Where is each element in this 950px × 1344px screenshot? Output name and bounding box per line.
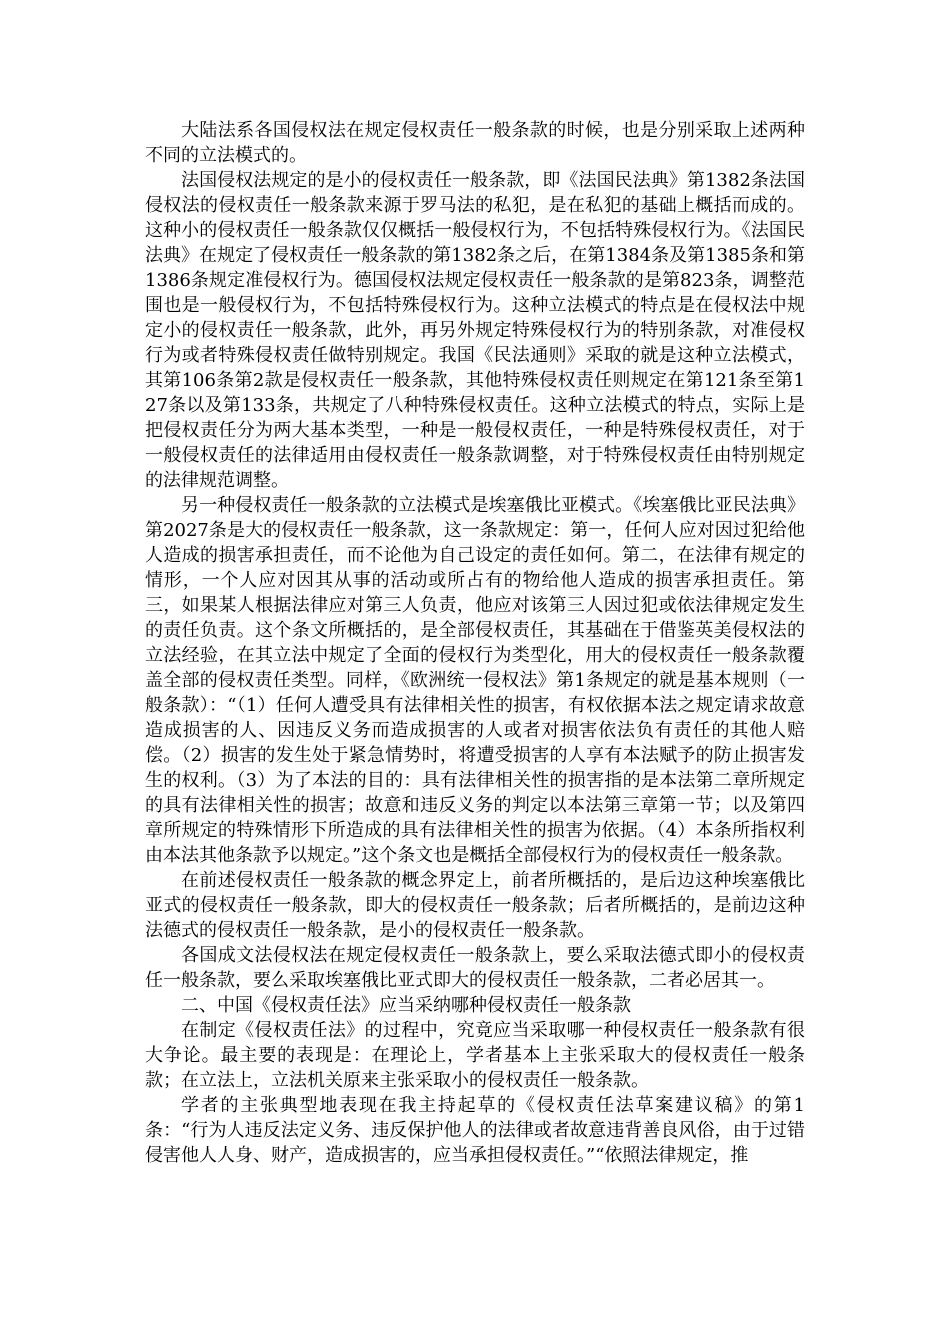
paragraph-1: 大陆法系各国侵权法在规定侵权责任一般条款的时候，也是分别采取上述两种不同的立法模式的。 — [145, 120, 805, 166]
paragraph-2: 法国侵权法规定的是小的侵权责任一般条款，即《法国民法典》第1382条法国侵权法的侵权责任一般条款来源于罗马法的私犯，是在私犯的基础上概括而成的。这种小的侵权责任一般条款仅仅概括一般侵权行为，不包括特殊侵权行为。《法国民法典》在规定了侵权责任一般条款的第1382条之后，在第1384条及第1385条和第1386条规定准侵权行为。德国侵权法规定侵权责任一般条款的是第823条，调整范围也是一般侵权行为，不包括特殊侵权行为。这种立法模式的特点是在侵权法中规定小的侵权责任一般条款，此外，再另外规定特殊侵权行为的特别条款，对准侵权行为或者特殊侵权责任做特别规定。我国《民法通则》采取的就是这种立法模式，其第106条第2款是侵权责任一般条款，其他特殊侵权责任则规定在第121条至第127条以及第133条，共规定了八种特殊侵权责任。这种立法模式的特点，实际上是把侵权责任分为两大基本类型，一种是一般侵权责任，一种是特殊侵权责任，对于一般侵权责任的法律适用由侵权责任一般条款调整，对于特殊侵权责任由特别规定的法律规范调整。 — [145, 170, 805, 491]
paragraph-7: 在制定《侵权责任法》的过程中，究竟应当采取哪一种侵权责任一般条款有很大争论。最主要的表现是：在理论上，学者基本上主张采取大的侵权责任一般条款；在立法上，立法机关原来主张采取小的侵权责任一般条款。 — [145, 1020, 805, 1091]
paragraph-8: 学者的主张典型地表现在我主持起草的《侵权责任法草案建议稿》的第1条：“行为人违反法定义务、违反保护他人的法律或者故意违背善良风俗，由于过错侵害他人人身、财产，造成损害的，应当承担侵权责任。”“依照法律规定，推 — [145, 1095, 805, 1166]
section-heading: 二、中国《侵权责任法》应当采纳哪种侵权责任一般条款 — [181, 995, 631, 1016]
document-page — [145, 118, 805, 1168]
paragraph-4: 在前述侵权责任一般条款的概念界定上，前者所概括的，是后边这种埃塞俄比亚式的侵权责任一般条款，即大的侵权责任一般条款；后者所概括的，是前边这种法德式的侵权责任一般条款，是小的侵权责任一般条款。 — [145, 870, 805, 941]
paragraph-3: 另一种侵权责任一般条款的立法模式是埃塞俄比亚模式。《埃塞俄比亚民法典》第2027条是大的侵权责任一般条款，这一条款规定：第一，任何人应对因过犯给他人造成的损害承担责任，而不论他为自己设定的责任如何。第二，在法律有规定的情形，一个人应对因其从事的活动或所占有的物给他人造成的损害承担责任。第三，如果某人根据法律应对第三人负责，他应对该第三人因过犯或依法律规定发生的责任负责。这个条文所概括的，是全部侵权责任，其基础在于借鉴英美侵权法的立法经验，在其立法中规定了全面的侵权行为类型化，用大的侵权责任一般条款覆盖全部的侵权责任类型。同样，《欧洲统一侵权法》第1条规定的就是基本规则（一般条款）：“（1）任何人遭受具有法律相关性的损害，有权依据本法之规定请求故意造成损害的人、因违反义务而造成损害的人或者对损害依法负有责任的其他人赔偿。（2）损害的发生处于紧急情势时，将遭受损害的人享有本法赋予的防止损害发生的权利。（3）为了本法的目的：具有法律相关性的损害指的是本法第二章所规定的具有法律相关性的损害；故意和违反义务的判定以本法第三章第一节；以及第四章所规定的特殊情形下所造成的具有法律相关性的损害为依据。（4）本条所指权利由本法其他条款予以规定。”这个条文也是概括全部侵权行为的侵权责任一般条款。 — [145, 495, 805, 866]
paragraph-5: 各国成文法侵权法在规定侵权责任一般条款上，要么采取法德式即小的侵权责任一般条款，要么采取埃塞俄比亚式即大的侵权责任一般条款，二者必居其一。 — [145, 945, 805, 991]
